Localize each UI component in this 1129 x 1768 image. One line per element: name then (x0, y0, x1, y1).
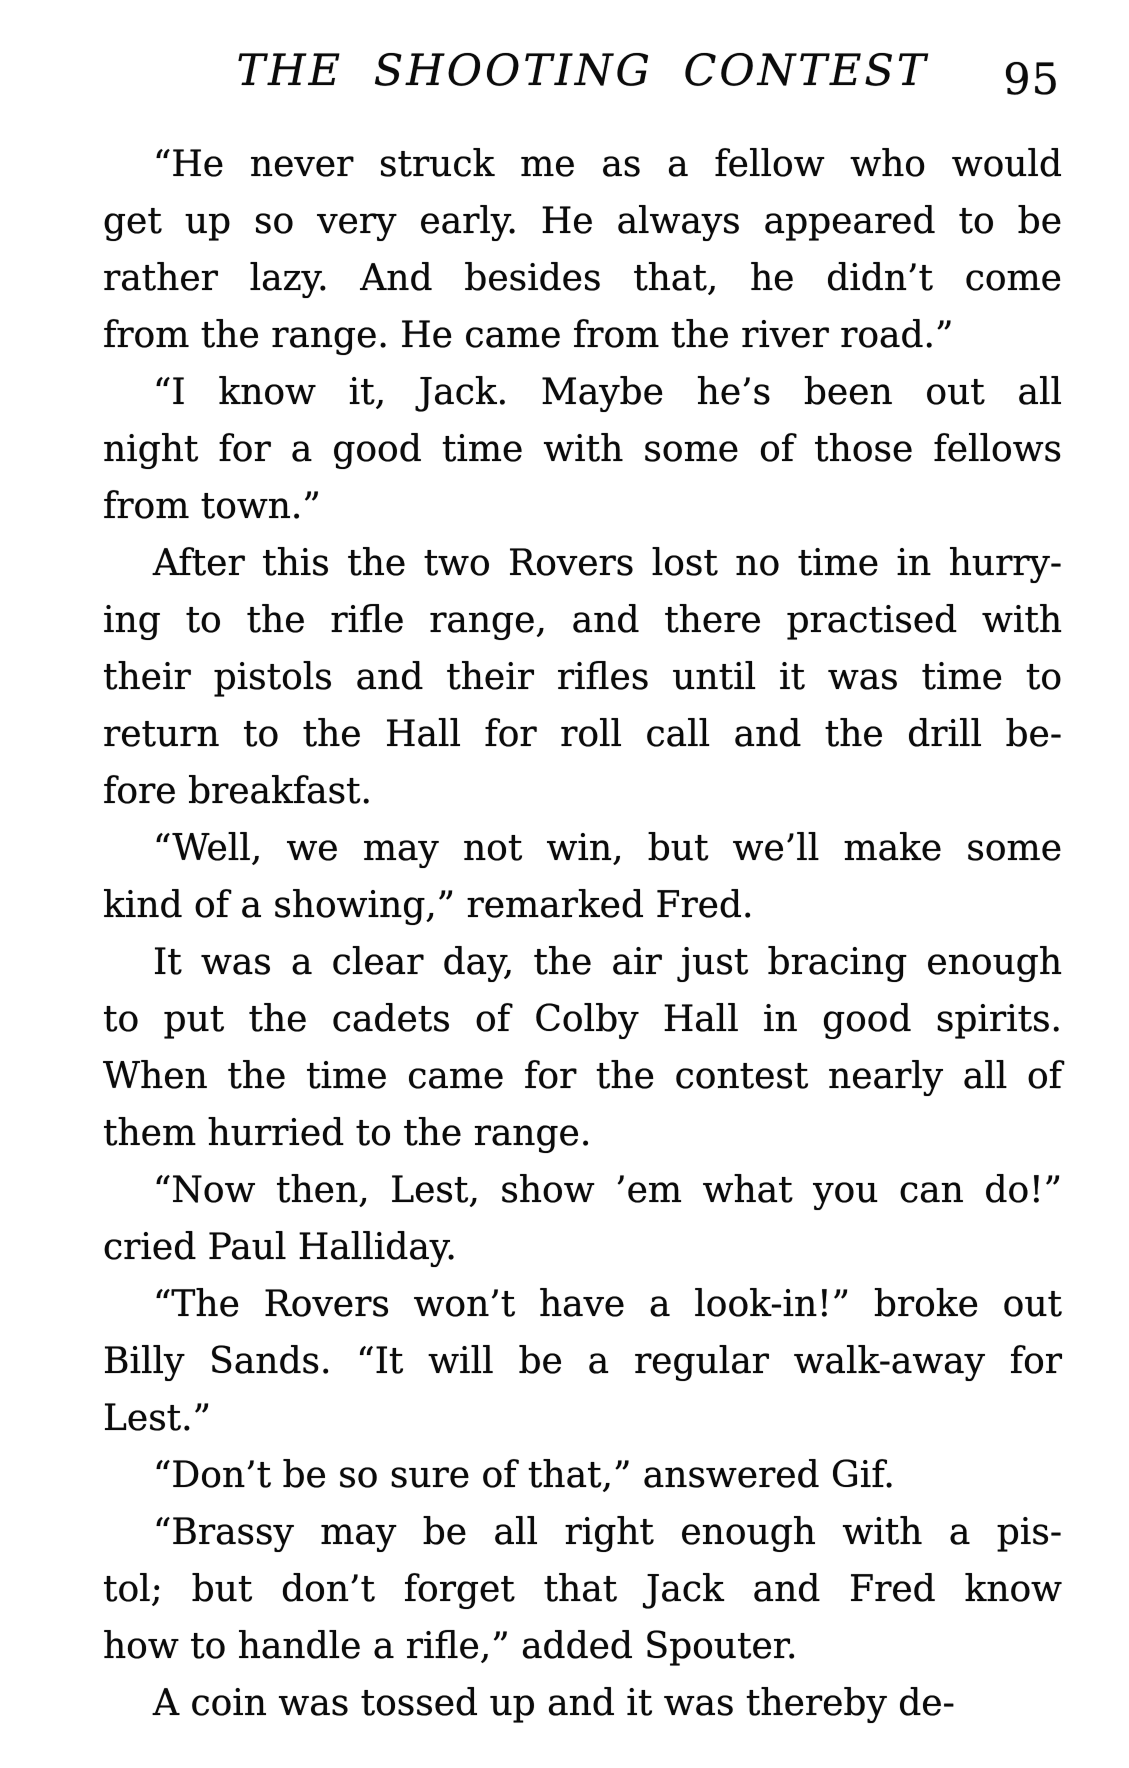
text-line: “Brassy may be all right enough with a pis- (153, 1512, 1062, 1553)
text-line: rather lazy. And besides that, he didn’t come (103, 258, 1062, 299)
text-line: Lest.” (103, 1398, 211, 1439)
text-line: “The Rovers won’t have a look-in!” broke out (153, 1284, 1062, 1325)
text-line: When the time came for the contest nearly all of (103, 1056, 1062, 1097)
paragraph (103, 1675, 1062, 1732)
text-line: their pistols and their rifles until it was time to (103, 657, 1062, 698)
text-line: tol; but don’t forget that Jack and Fred know (103, 1569, 1062, 1610)
text-line: fore breakfast. (103, 771, 372, 812)
page-header (103, 46, 1062, 116)
text-line: how to handle a rifle,” added Spouter. (103, 1626, 798, 1667)
paragraph (103, 1162, 1062, 1276)
text-line: from the range. He came from the river road.” (103, 315, 954, 356)
text-column (103, 136, 1062, 1732)
text-line: them hurried to the range. (103, 1113, 592, 1154)
paragraph (103, 934, 1062, 1162)
text-line: After this the two Rovers lost no time in hurry- (153, 543, 1062, 584)
running-title: THE SHOOTING CONTEST (236, 46, 929, 96)
paragraph (103, 364, 1062, 535)
text-line: kind of a showing,” remarked Fred. (103, 885, 754, 926)
text-line: get up so very early. He always appeared to be (103, 201, 1062, 242)
text-line: It was a clear day, the air just bracing enough (153, 942, 1062, 983)
text-line: from town.” (103, 486, 321, 527)
page-number: 95 (1003, 55, 1060, 105)
text-line: A coin was tossed up and it was thereby de- (153, 1683, 955, 1724)
paragraph (103, 136, 1062, 364)
paragraph (103, 820, 1062, 934)
text-line: ing to the rifle range, and there practised with (103, 600, 1062, 641)
text-line: to put the cadets of Colby Hall in good spirits. (103, 999, 1062, 1040)
paragraph (103, 1447, 1062, 1504)
text-line: “He never struck me as a fellow who would (153, 144, 1062, 185)
text-line: “I know it, Jack. Maybe he’s been out all (153, 372, 1062, 413)
text-line: night for a good time with some of those fellows (103, 429, 1062, 470)
text-line: “Well, we may not win, but we’ll make some (153, 828, 1062, 869)
paragraph (103, 1276, 1062, 1447)
text-line: cried Paul Halliday. (103, 1227, 457, 1268)
text-line: “Don’t be so sure of that,” answered Gif. (153, 1455, 895, 1496)
paragraph (103, 1504, 1062, 1675)
text-line: return to the Hall for roll call and the drill be- (103, 714, 1062, 755)
text-line: Billy Sands. “It will be a regular walk-away for (103, 1341, 1062, 1382)
paragraph (103, 535, 1062, 820)
text-line: “Now then, Lest, show ’em what you can do!” (153, 1170, 1062, 1211)
